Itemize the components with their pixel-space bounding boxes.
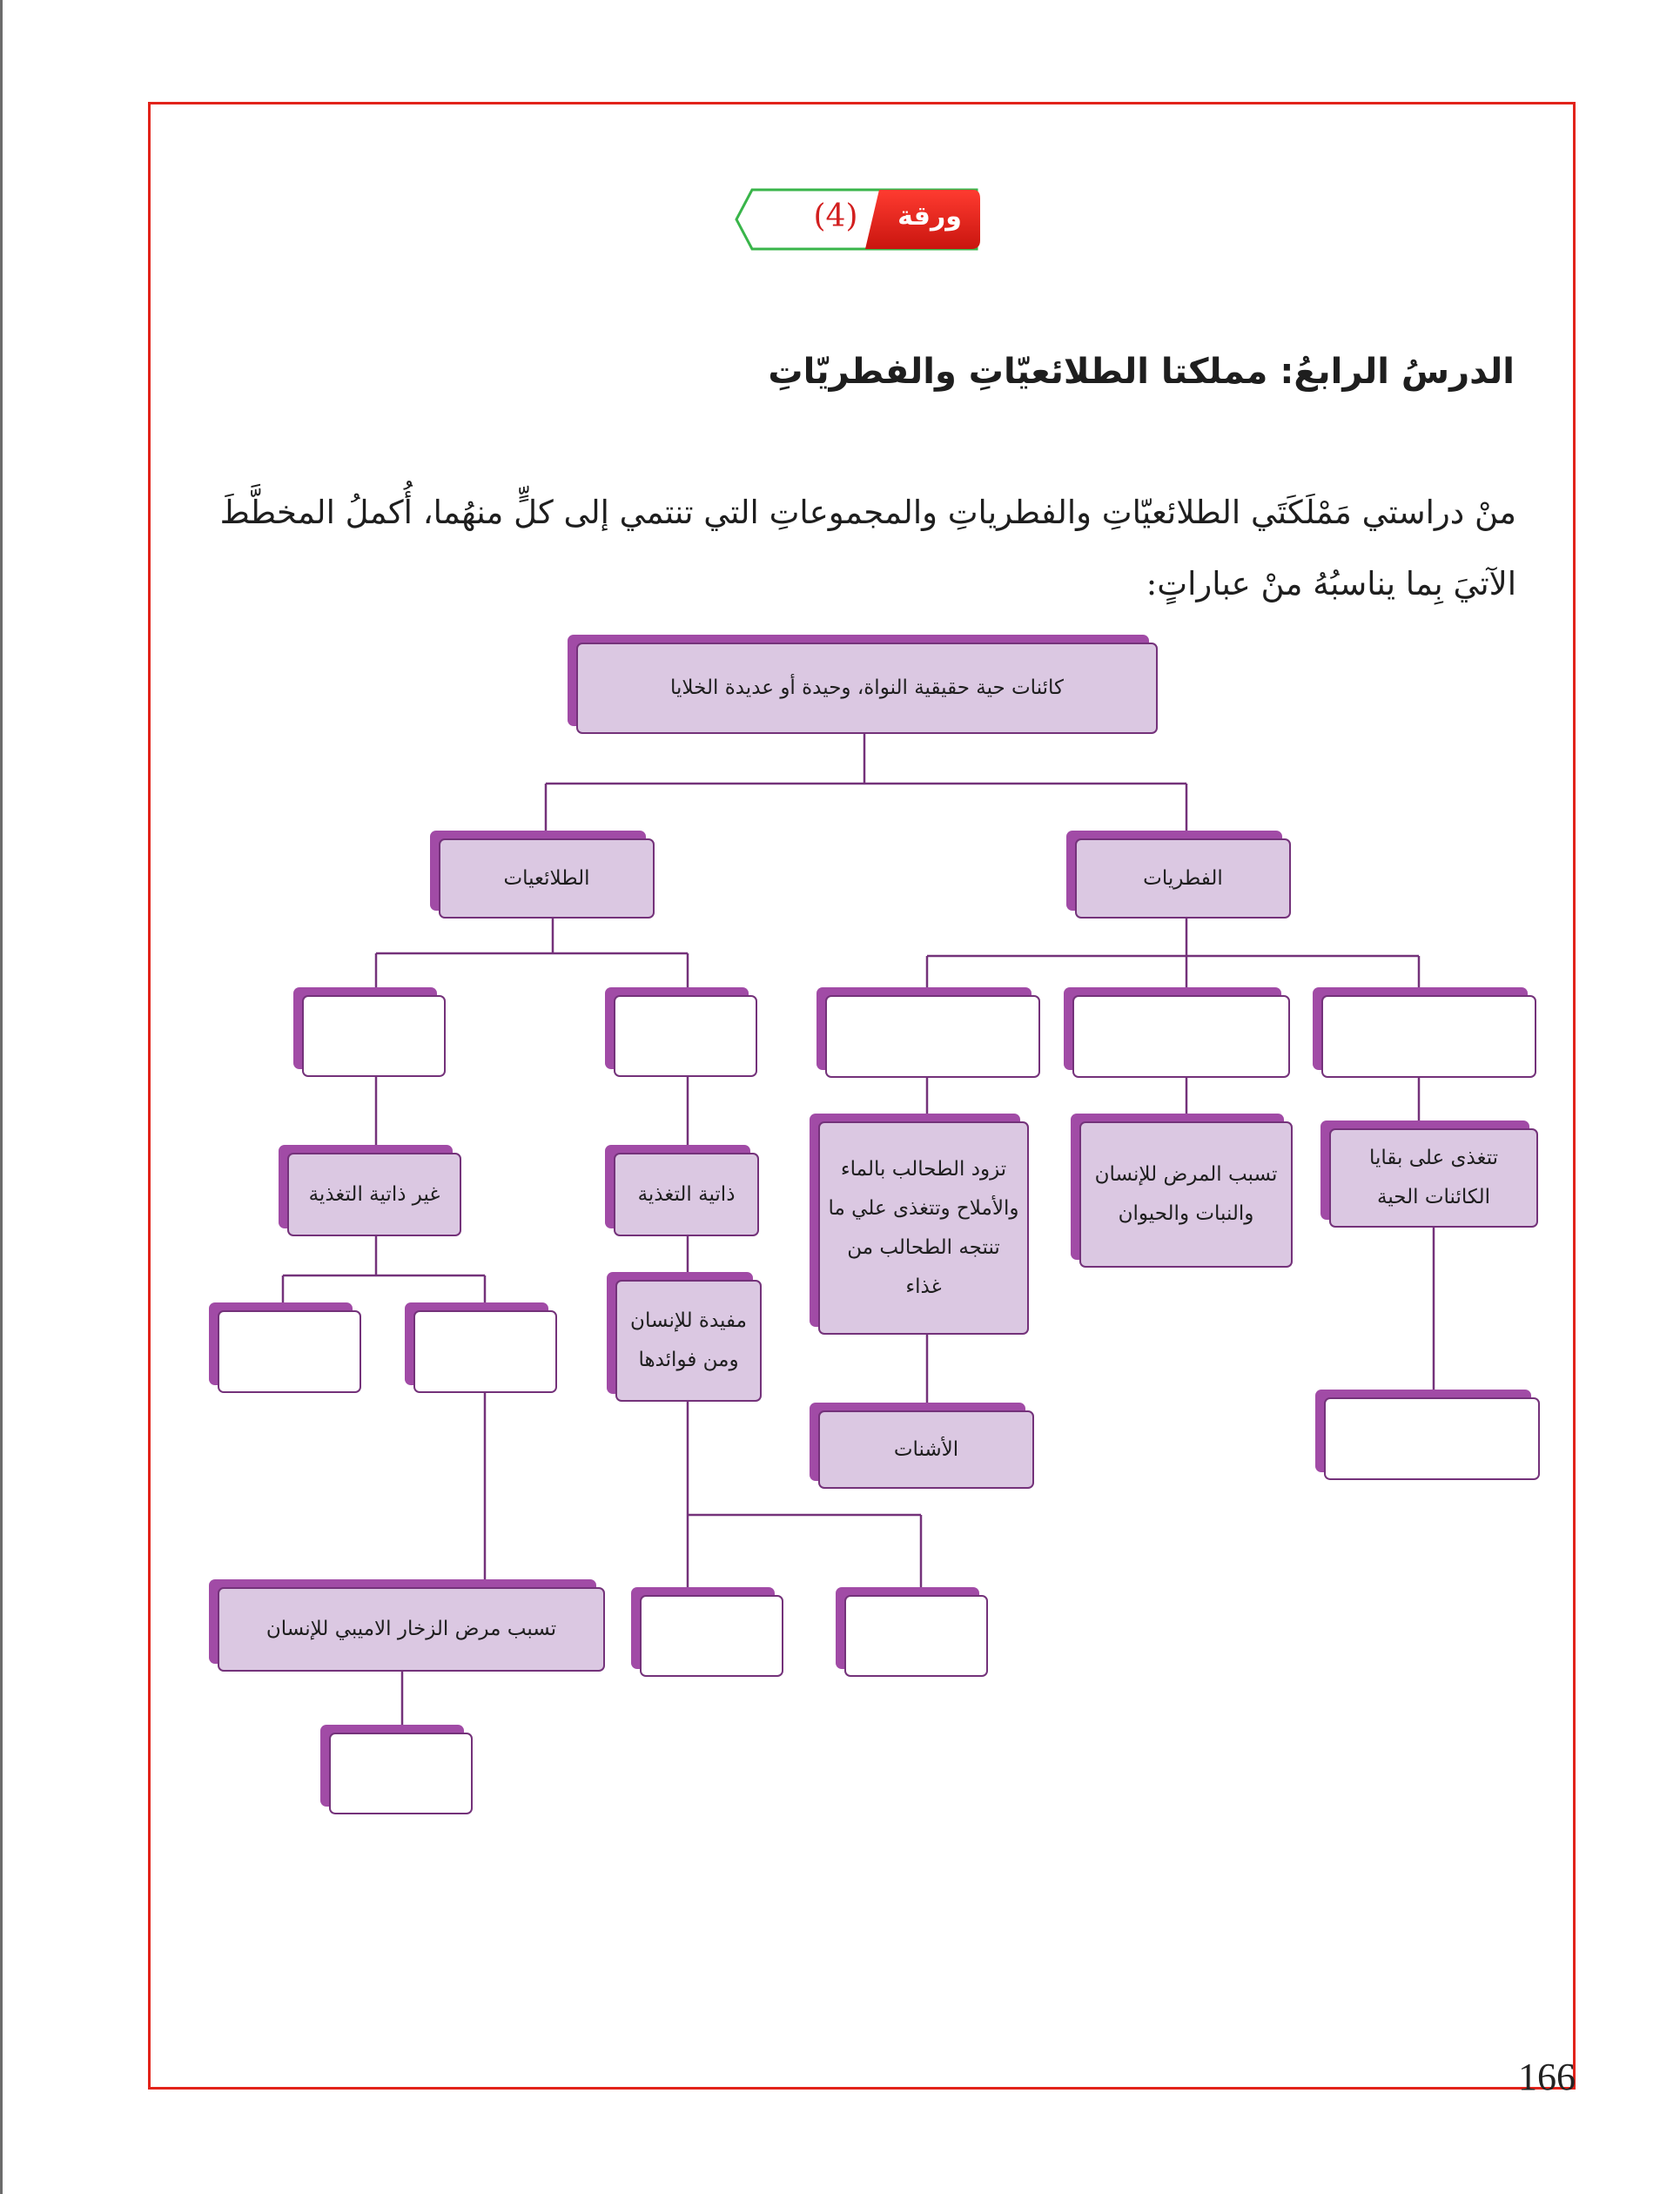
fungi-label: الفطريات (1143, 866, 1223, 890)
diagram-box-autotrophic (614, 1153, 759, 1236)
diagram-box-lichens (818, 1410, 1034, 1489)
blank-box-fungi-group-3[interactable] (1321, 995, 1536, 1078)
blank-box-fungi-group-2[interactable] (1072, 995, 1290, 1078)
blank-box-heterotrophic-1[interactable] (218, 1310, 361, 1393)
diagram-box-protists (439, 838, 655, 919)
worksheet-label: ورقة عمل (897, 201, 962, 286)
blank-box-feed-remains-child[interactable] (1324, 1397, 1540, 1480)
blank-box-heterotrophic-2[interactable] (413, 1310, 557, 1393)
blank-box-protist-group-1[interactable] (302, 995, 446, 1077)
diagram-box-amoebic (218, 1587, 605, 1672)
heterotrophic-label: غير ذاتية التغذية (308, 1182, 440, 1206)
diagram-box-fungi (1075, 838, 1291, 919)
blank-box-beneficial-2[interactable] (844, 1595, 988, 1677)
diagram-box-heterotrophic (287, 1153, 461, 1236)
diagram-box-feed-remains (1329, 1128, 1538, 1228)
root-label: كائنات حية حقيقية النواة، وحيدة أو عديدة الخلايا (670, 676, 1064, 699)
blank-box-amoebic-child[interactable] (329, 1733, 473, 1814)
lichens-label: الأشنات (893, 1437, 959, 1461)
instruction-line-1: منْ دراستي مَمْلَكَتَي الطلائعيّاتِ والفطرياتِ والمجموعاتِ التي تنتمي إلى كلٍّ منهُما، أُكملُ المخطَّطَ (219, 494, 1516, 531)
blank-box-fungi-group-1[interactable] (825, 995, 1040, 1078)
instruction-line-2: الآتيَ بِما يناسبُهُ منْ عباراتٍ: (1146, 565, 1516, 602)
autotrophic-label: ذاتية التغذية (637, 1182, 736, 1206)
diagram-box-root (576, 643, 1158, 734)
diagram-box-disease-desc (1079, 1121, 1293, 1268)
beneficial-label: مفيدة للإنسان ومن فوائدها (630, 1309, 747, 1371)
diagram-box-beneficial (615, 1280, 762, 1402)
worksheet-number: (4) (813, 199, 858, 234)
lesson-title: الدرسُ الرابعُ: مملكتا الطلائعيّاتِ والفطريّاتِ (768, 352, 1515, 392)
page-number: 166 (1518, 2056, 1576, 2098)
blank-box-protist-group-2[interactable] (614, 995, 757, 1077)
amoebic-label: تسبب مرض الزخار الاميبي للإنسان (265, 1618, 557, 1640)
diagram-box-lichens-desc (818, 1121, 1029, 1335)
feed-remains-label: تتغذى على بقايا الكائنات الحية (1368, 1147, 1499, 1208)
disease-desc-label: تسبب المرض للإنسان والنبات والحيوان (1094, 1163, 1278, 1225)
blank-box-beneficial-1[interactable] (640, 1595, 783, 1677)
protists-label: الطلائعيات (503, 866, 590, 890)
lichens-desc-label: تزود الطحالب بالماء والأملاح وتتغذى علي ما تنتجه الطحالب من غذاء (828, 1157, 1019, 1298)
